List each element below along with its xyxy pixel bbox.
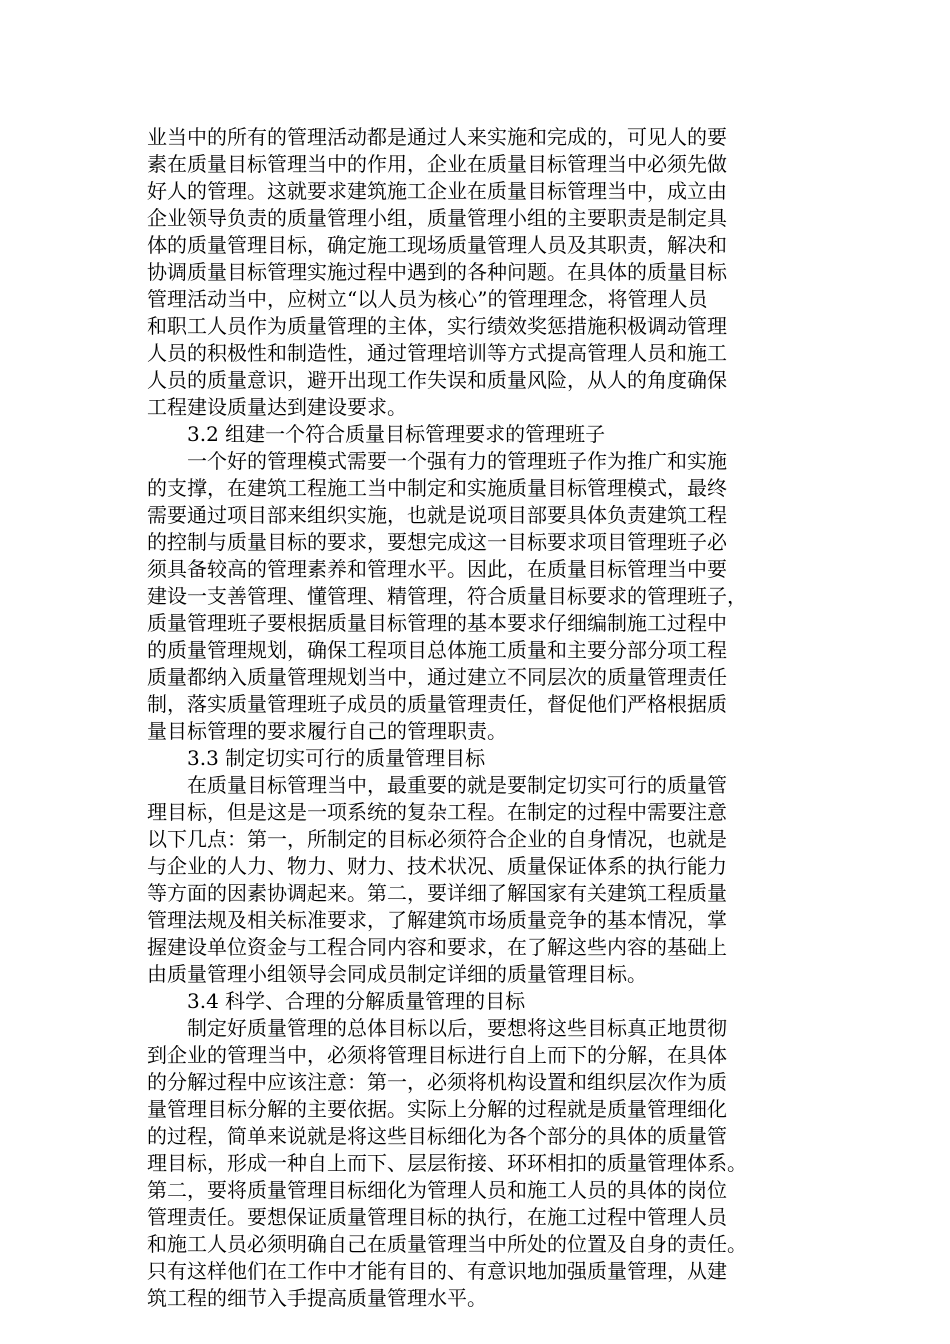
section-3-2: [147, 421, 807, 745]
text-line: 的控制与质量目标的要求，要想完成这一目标要求项目管理班子必: [147, 530, 727, 554]
section-heading: 3.4 科学、合理的分解质量管理的目标: [187, 989, 526, 1013]
text-line: 握建设单位资金与工程合同内容和要求，在了解这些内容的基础上: [147, 935, 727, 959]
text-line: 量目标管理的要求履行自己的管理职责。: [147, 719, 507, 743]
text-line: 和施工人员必须明确自己在质量管理当中所处的位置及自身的责任。: [147, 1232, 747, 1256]
text-line: 体的质量管理目标，确定施工现场质量管理人员及其职责，解决和: [147, 233, 727, 257]
text-line: 人员的质量意识，避开出现工作失误和质量风险，从人的角度确保: [147, 368, 727, 392]
text-line: 与企业的人力、物力、财力、技术状况、质量保证体系的执行能力: [147, 854, 727, 878]
section-heading: 3.2 组建一个符合质量目标管理要求的管理班子: [187, 422, 606, 446]
text-line: 企业领导负责的质量管理小组，质量管理小组的主要职责是制定具: [147, 206, 727, 230]
text-line: 管理责任。要想保证质量管理目标的执行，在施工过程中管理人员: [147, 1205, 727, 1229]
text-line: 人员的积极性和制造性，通过管理培训等方式提高管理人员和施工: [147, 341, 727, 365]
text-line: 制定好质量管理的总体目标以后，要想将这些目标真正地贯彻: [187, 1016, 727, 1040]
text-line: 以下几点：第一，所制定的目标必须符合企业的自身情况，也就是: [147, 827, 727, 851]
text-line: 质量管理班子要根据质量目标管理的基本要求仔细编制施工过程中: [147, 611, 727, 635]
text-line: 素在质量目标管理当中的作用，企业在质量目标管理当中必须先做: [147, 152, 727, 176]
text-line: 在质量目标管理当中，最重要的就是要制定切实可行的质量管: [187, 773, 727, 797]
text-line: 量管理目标分解的主要依据。实际上分解的过程就是质量管理细化: [147, 1097, 727, 1121]
text-line: 筑工程的细节入手提高质量管理水平。: [147, 1286, 487, 1310]
text-line: 理目标，形成一种自上而下、层层衔接、环环相扣的质量管理体系。: [147, 1151, 747, 1175]
text-line: 的质量管理规划，确保工程项目总体施工质量和主要分部分项工程: [147, 638, 727, 662]
text-line: 质量都纳入质量管理规划当中，通过建立不同层次的质量管理责任: [147, 665, 727, 689]
text-line: 需要通过项目部来组织实施，也就是说项目部要具体负责建筑工程: [147, 503, 727, 527]
text-line: 的支撑，在建筑工程施工当中制定和实施质量目标管理模式，最终: [147, 476, 727, 500]
text-line: 到企业的管理当中，必须将管理目标进行自上而下的分解，在具体: [147, 1043, 727, 1067]
text-line: 只有这样他们在工作中才能有目的、有意识地加强质量管理，从建: [147, 1259, 727, 1283]
text-line: 等方面的因素协调起来。第二，要详细了解国家有关建筑工程质量: [147, 881, 727, 905]
text-line: 理目标，但是这是一项系统的复杂工程。在制定的过程中需要注意: [147, 800, 727, 824]
text-line: 管理活动当中，应树立“以人员为核心”的管理理念，将管理人员: [147, 287, 708, 311]
text-line: 的分解过程中应该注意：第一，必须将机构设置和组织层次作为质: [147, 1070, 727, 1094]
section-3-4: [147, 988, 807, 1312]
section-heading: 3.3 制定切实可行的质量管理目标: [187, 746, 486, 770]
text-line: 好人的管理。这就要求建筑施工企业在质量目标管理当中，成立由: [147, 179, 727, 203]
text-line: 须具备较高的管理素养和管理水平。因此，在质量目标管理当中要: [147, 557, 727, 581]
text-line: 第二，要将质量管理目标细化为管理人员和施工人员的具体的岗位: [147, 1178, 727, 1202]
text-line: 和职工人员作为质量管理的主体，实行绩效奖惩措施积极调动管理: [147, 314, 727, 338]
section-3-3: [147, 745, 807, 988]
text-line: 工程建设质量达到建设要求。: [147, 395, 407, 419]
text-line: 管理法规及相关标准要求，了解建筑市场质量竞争的基本情况，掌: [147, 908, 727, 932]
text-line: 业当中的所有的管理活动都是通过人来实施和完成的，可见人的要: [147, 125, 727, 149]
text-line: 一个好的管理模式需要一个强有力的管理班子作为推广和实施: [187, 449, 727, 473]
text-line: 的过程，简单来说就是将这些目标细化为各个部分的具体的质量管: [147, 1124, 727, 1148]
intro-paragraph: [147, 124, 807, 421]
text-line: 建设一支善管理、懂管理、精管理，符合质量目标要求的管理班子，: [147, 584, 747, 608]
text-line: 制，落实质量管理班子成员的质量管理责任，督促他们严格根据质: [147, 692, 727, 716]
text-line: 协调质量目标管理实施过程中遇到的各种问题。在具体的质量目标: [147, 260, 727, 284]
document-page: [147, 124, 807, 1312]
text-line: 由质量管理小组领导会同成员制定详细的质量管理目标。: [147, 962, 647, 986]
